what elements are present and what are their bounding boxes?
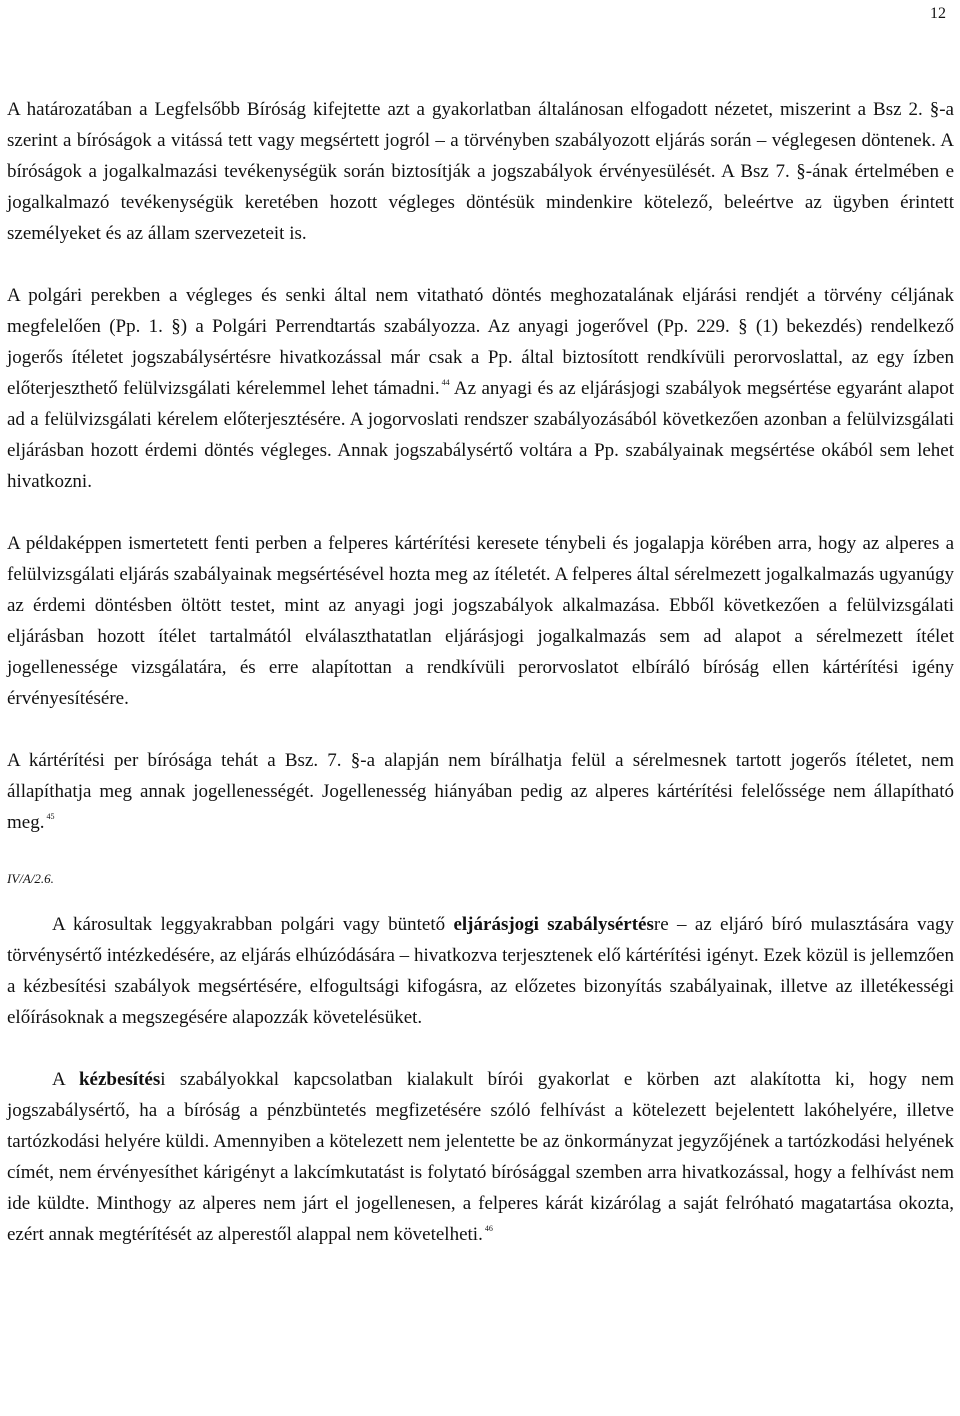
paragraph-5-text-before: A károsultak leggyakrabban polgári vagy büntető (52, 914, 454, 935)
document-body (7, 94, 954, 1281)
paragraph-3 (7, 528, 954, 714)
section-heading: IV/A/2.6. (7, 871, 54, 886)
paragraph-2-text-after: Az anyagi és az eljárásjogi szabályok megsértése egyaránt alapot ad a felülvizsgálati kérelem előterjesztésére. A jogorvoslati rendszer szabályozásából következően azonban a felülvizsgálati eljárásban hozott érdemi döntés végleges. Annak jogszabálysértő voltára a Pp. szabályainak megsértése okából sem lehet hivatkozni. (7, 378, 954, 492)
paragraph-4-text: A kártérítési per bírósága tehát a Bsz. 7. §-a alapján nem bírálhatja felül a sérelmesnek tartott jogerős ítéletet, nem állapíthatja meg annak jogellenességét. Jogellenesség hiányában pedig az alperes kártérítési felelőssége nem állapítható meg. (7, 750, 954, 833)
paragraph-1-text: A határozatában a Legfelsőbb Bíróság kifejtette azt a gyakorlatban általánosan elfogadott nézetet, miszerint a Bsz 2. §-a szerint a bíróságok a vitássá tett vagy megsértett jogról – a törvényben szabályozott eljárás során – véglegesen döntenek. A bíróságok a jogalkalmazási tevékenységük során biztosítják a jogszabályok érvényesülését. A Bsz 7. §-ának értelmében e jogalkalmazó tevékenységük keretében hozott végleges döntésük mindenkire kötelező, beleértve az ügyben érintett személyeket és az állam szervezeteit is. (7, 99, 954, 244)
paragraph-6 (7, 1064, 954, 1250)
paragraph-2 (7, 280, 954, 497)
paragraph-5-text-after: re – az eljáró bíró mulasztására vagy törvénysértő intézkedésére, az eljárás elhúzódására – hivatkozva terjesztenek elő kártérítési igényt. Ezek közül is jellemzően a kézbesítési szabályok megsértésére, elfogultsági kifogásra, az előzetes bizonyítás szabályainak, illetve az illetékességi előírásoknak a megszegésére alapozzák követelésüket. (7, 914, 954, 1028)
paragraph-6-text-after: i szabályokkal kapcsolatban kialakult bírói gyakorlat e körben azt alakította ki, hogy nem jogszabálysértő, ha a bíróság a pénzbüntetés megfizetésére szóló felhívást a kötelezett bejelentett lakóhelyére, illetve tartózkodási helyére küldi. Amennyiben a kötelezett nem jelentette be az önkormányzat jegyzőjének a tartózkodási helyének címét, nem érvényesíthet kárigényt a lakcímkutatást is folytató bírósággal szemben arra hivatkozással, hogy a felhívást nem ide küldte. Minthogy az alperes nem járt el jogellenesen, a felperes kárát kizárólag a saját felróható magatartása okozta, ezért annak megtérítését az alperestől alappal nem követelheti. (7, 1069, 954, 1245)
footnote-marker-46[interactable]: 46 (484, 1224, 493, 1233)
footnote-marker-45[interactable]: 45 (46, 812, 55, 821)
paragraph-1 (7, 94, 954, 249)
paragraph-6-bold-term: kézbesítés (78, 1069, 161, 1090)
paragraph-5-bold-term: eljárásjogi szabálysértés (453, 914, 654, 935)
paragraph-3-text: A példaképpen ismertetett fenti perben a felperes kártérítési keresete ténybeli és jogalapja körében arra, hogy az alperes a felülvizsgálati eljárás szabályainak megsértésével hozta meg az ítéletét. A felperes által sérelmezett jogalkalmazás ugyanúgy az érdemi döntésben öltött testet, mint az anyagi jogi jogszabályok alkalmazása. Ebből következően a felülvizsgálati eljárásban hozott ítélet tartalmától elválaszthatatlan eljárásjogi jogalkalmazás sem ad alapot a sérelmezett ítélet jogellenessége vizsgálatára, és erre alapítottan a rendkívüli perorvoslatot elbíráló bíróság ellen kártérítési igény érvényesítésére. (7, 533, 954, 709)
paragraph-4 (7, 745, 954, 838)
footnote-marker-44[interactable]: 44 (441, 378, 450, 387)
paragraph-2-text-before: A polgári perekben a végleges és senki által nem vitatható döntés meghozatalának eljárási rendjét a törvény céljának megfelelően (Pp. 1. §) a Polgári Perrendtartás szabályozza. Az anyagi jogerővel (Pp. 229. § (1) bekezdés) rendelkező jogerős ítéletet jogszabálysértésre hivatkozással már csak a Pp. által biztosított rendkívüli perorvoslattal, az egy ízben előterjeszthető felülvizsgálati kérelemmel lehet támadni. (7, 285, 954, 399)
paragraph-5 (7, 909, 954, 1033)
paragraph-6-text-before: A (52, 1069, 79, 1090)
page-number: 12 (930, 5, 946, 22)
